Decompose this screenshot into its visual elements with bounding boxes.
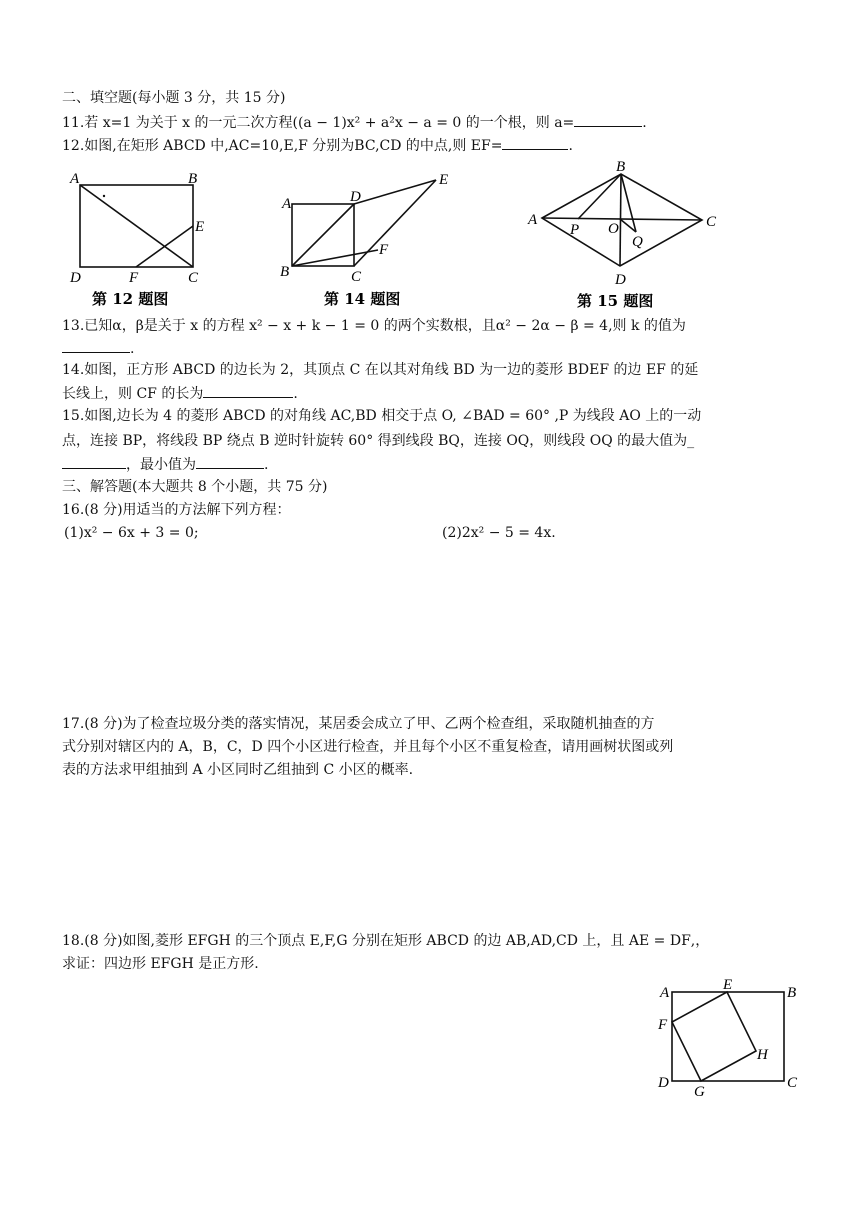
- rhombus-efgh: [672, 992, 756, 1081]
- rect-abcd: [672, 992, 784, 1081]
- question-12: [62, 135, 802, 156]
- q14-end: .: [293, 386, 298, 402]
- question-18: [62, 931, 802, 951]
- f18-label-h: H: [757, 1047, 768, 1063]
- f12-label-d: D: [70, 270, 81, 286]
- q15-min-text: ，最小值为: [126, 457, 196, 473]
- f18-label-d: D: [658, 1075, 669, 1091]
- q15-max-blank[interactable]: [62, 454, 126, 469]
- f14-label-b: B: [280, 264, 290, 280]
- question-11: [62, 112, 802, 133]
- f14-label-d: D: [350, 189, 361, 205]
- f15-label-q: Q: [632, 234, 643, 250]
- f18-label-b: B: [787, 985, 797, 1001]
- figure-14: [278, 168, 478, 312]
- f15-label-o: O: [608, 221, 619, 237]
- f15-label-a: A: [528, 212, 538, 228]
- q17-line-3: 表的方法求甲组抽到 A 小区同时乙组抽到 C 小区的概率.: [62, 762, 414, 778]
- q11-equation: (a − 1)x² + a²x − a = 0: [297, 115, 462, 131]
- q13-prefix: 13.已知α，β是关于 x 的方程: [62, 318, 250, 334]
- q15-line-2: 点，连接 BP，将线段 BP 绕点 B 逆时针旋转 60° 得到线段 BQ，连接 OQ，则线段 OQ 的最大值为_: [62, 433, 695, 449]
- q15-line-3: [62, 454, 802, 475]
- q18-line-2: 求证：四边形 EFGH 是正方形.: [62, 956, 259, 972]
- question-14: 14.如图，正方形 ABCD 的边长为 2，其顶点 C 在以其对角线 BD 为一边的菱形 BDEF 的边 EF 的延: [62, 362, 699, 378]
- q11-answer-blank[interactable]: [574, 112, 642, 127]
- f18-label-f: F: [658, 1017, 668, 1033]
- f15-label-d: D: [615, 272, 626, 288]
- f12-label-b: B: [188, 171, 198, 187]
- f15-label-b: B: [616, 160, 626, 175]
- q18-text-a: 18.(8 分)如图,菱形 EFGH 的三个顶点 E,F,G 分别在矩形 ABCD 的边 AB,AD,CD 上，且: [62, 933, 629, 949]
- q15-angle: ∠BAD = 60°: [461, 408, 551, 424]
- question-13: [62, 316, 802, 336]
- q15-end: .: [264, 457, 269, 473]
- f14-label-f: F: [379, 242, 389, 258]
- f12-label-f: F: [129, 270, 139, 286]
- q11-prefix: 11.若 x=1 为关于 x 的一元二次方程(: [62, 115, 298, 131]
- f12-caption: 第 12 题图: [92, 290, 169, 308]
- section-2-title: 二、填空题(每小题 3 分，共 15 分): [62, 90, 286, 106]
- question-17: 17.(8 分)为了检查垃圾分类的落实情况，某居委会成立了甲、乙两个检查组，采取随机抽查的方: [62, 716, 655, 732]
- f12-label-e: E: [195, 219, 205, 235]
- q14-line-2: [62, 383, 802, 404]
- q18-text-b: ,，: [690, 933, 710, 949]
- q12-text: 12.如图,在矩形 ABCD 中,AC=10,E,F 分别为BC,CD 的中点,则 EF=: [62, 138, 503, 154]
- f15-caption: 第 15 题图: [577, 292, 654, 310]
- figure-15: [524, 160, 724, 312]
- q16-part-1: (1)x² − 6x + 3 = 0;: [64, 525, 199, 541]
- q13-line-2: [62, 338, 802, 359]
- segment-bp: [578, 174, 621, 219]
- f18-label-c: C: [787, 1075, 798, 1091]
- q16-part-2: (2)2x² − 5 = 4x.: [442, 525, 556, 541]
- f15-label-c: C: [706, 214, 717, 230]
- q15-min-blank[interactable]: [196, 454, 264, 469]
- q14-answer-blank[interactable]: [203, 383, 293, 398]
- f14-label-a: A: [282, 196, 292, 212]
- section-3-title: 三、解答题(本大题共 8 个小题，共 75 分): [62, 479, 328, 495]
- f14-label-e: E: [439, 172, 449, 188]
- q12-answer-blank[interactable]: [502, 135, 568, 150]
- diagonal-ac: [80, 185, 193, 267]
- q13-end: .: [130, 341, 135, 357]
- f18-label-g: G: [694, 1084, 705, 1100]
- f18-label-a: A: [660, 985, 670, 1001]
- q11-end: .: [642, 115, 647, 131]
- line-ec: [354, 180, 436, 266]
- f14-label-c: C: [351, 269, 362, 285]
- q13-answer-blank[interactable]: [62, 338, 130, 353]
- figure-18: [654, 975, 814, 1100]
- q13-equation: x² − x + k − 1 = 0: [249, 318, 380, 334]
- q15-text-a: 15.如图,边长为 4 的菱形 ABCD 的对角线 AC,BD 相交于点 O,: [62, 408, 462, 424]
- q18-condition: AE = DF: [628, 933, 691, 949]
- question-15: [62, 406, 802, 426]
- q13-condition: α² − 2α − β = 4: [495, 318, 609, 334]
- q13-middle: 的两个实数根，且: [379, 318, 496, 334]
- question-16: 16.(8 分)用适当的方法解下列方程：: [62, 502, 291, 518]
- q15-text-b: ,P 为线段 AO 上的一动: [550, 408, 702, 424]
- q13-suffix: ,则 k 的值为: [608, 318, 686, 334]
- segment-bq: [621, 174, 636, 232]
- f15-label-p: P: [570, 222, 580, 238]
- f12-label-c: C: [188, 270, 199, 286]
- q11-suffix: 的一个根，则 a=: [461, 115, 575, 131]
- q12-end: .: [568, 138, 573, 154]
- f18-label-e: E: [723, 977, 733, 993]
- q17-line-2: 式分别对辖区内的 A，B，C，D 四个小区进行检查，并且每个小区不重复检查，请用画树状图或列: [62, 739, 674, 755]
- f12-label-a: A: [70, 171, 80, 187]
- f14-caption: 第 14 题图: [324, 290, 401, 308]
- q14-text: 长线上，则 CF 的长为: [62, 386, 204, 402]
- figure-12: [60, 168, 240, 312]
